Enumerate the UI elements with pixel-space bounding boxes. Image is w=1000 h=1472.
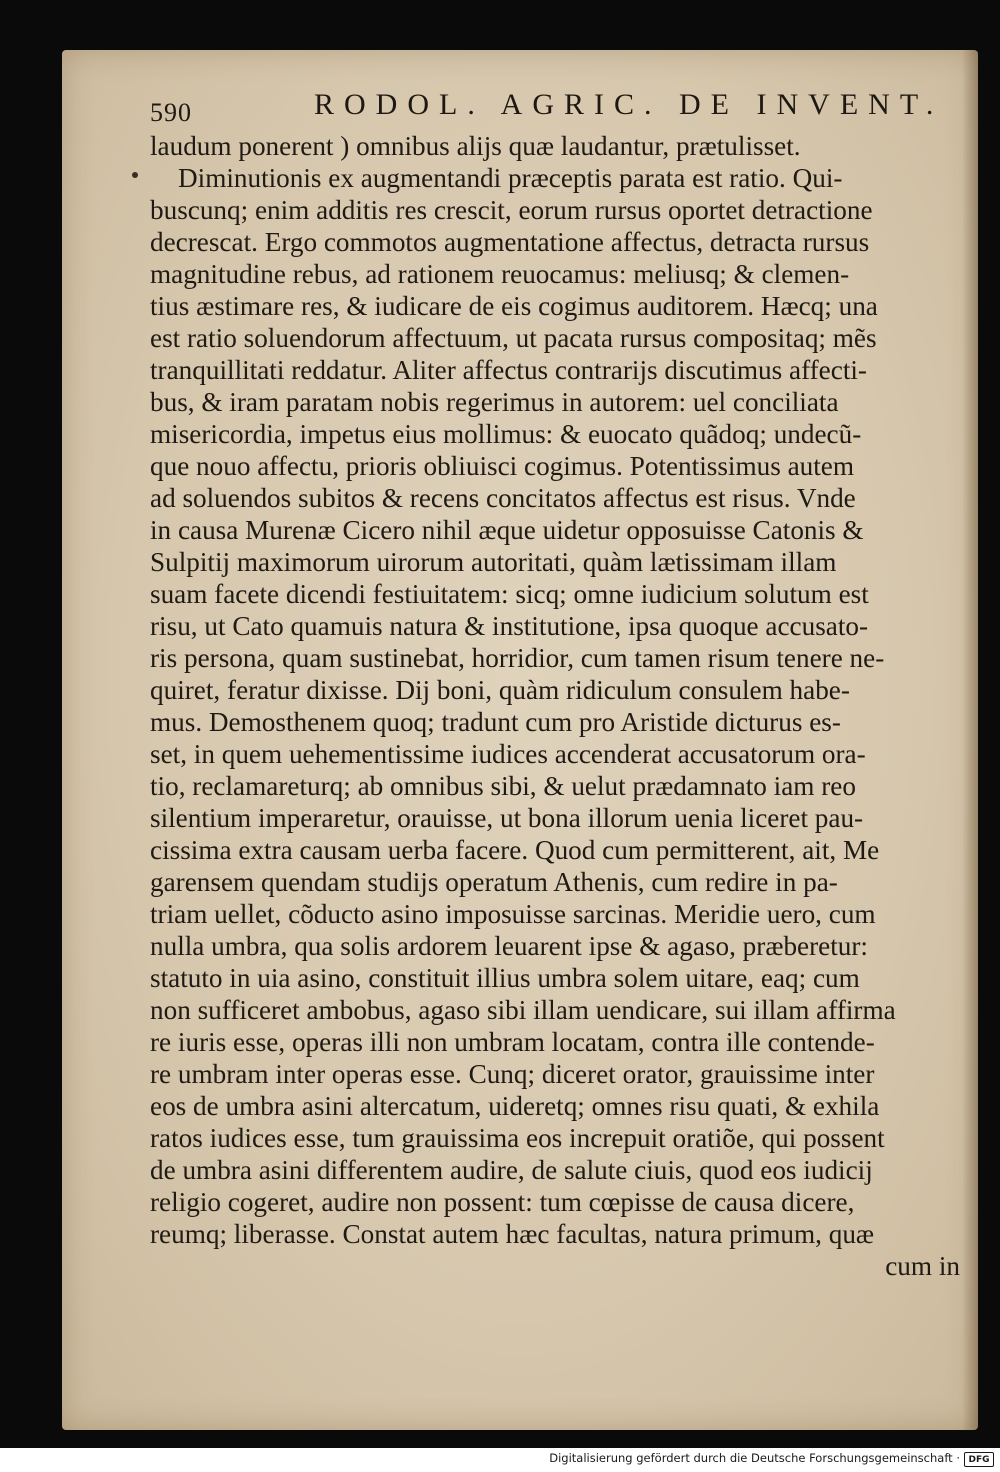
text-line: non sufficeret ambobus, agaso sibi illam uendicare, sui illam affirma [150,995,896,1025]
text-line: risu, ut Cato quamuis natura & institutione, ipsa quoque accusato- [150,611,869,641]
text-line: ad soluendos subitos & recens concitatos affectus est risus. Vnde [150,483,856,513]
text-line: Diminutionis ex augmentandi præceptis parata est ratio. Qui- [178,163,843,193]
page-number: 590 [150,98,192,127]
footer-bar [0,1448,1000,1472]
text-line: de umbra asini differentem audire, de salute ciuis, quod eos iudicij [150,1155,873,1185]
text-line: laudum ponerent ) omnibus alijs quæ laudantur, prætulisset. [150,131,801,161]
text-line: re umbram inter operas esse. Cunq; diceret orator, grauissime inter [150,1059,875,1089]
dfg-logo-icon: DFG [964,1452,994,1467]
text-line: magnitudine rebus, ad rationem reuocamus: meliusq; & clemen- [150,259,850,289]
text-line: reumq; liberasse. Constat autem hæc facultas, natura primum, quæ [150,1219,875,1249]
page-gutter [962,50,978,1430]
text-line: ris persona, quam sustinebat, horridior, cum tamen risum tenere ne- [150,643,885,673]
text-line: est ratio soluendorum affectuum, ut pacata rursus compositaq; mẽs [150,323,877,353]
paragraph-marker-icon [132,172,138,178]
page-header [150,88,944,128]
text-line: religio cogeret, audire non possent: tum cœpisse de causa dicere, [150,1187,855,1217]
text-line: re iuris esse, operas illi non umbram locatam, contra ille contende- [150,1027,875,1057]
text-line: misericordia, impetus eius mollimus: & euocato quãdoq; undecũ- [150,419,862,449]
text-line: quiret, feratur dixisse. Dij boni, quàm ridiculum consulem habe- [150,675,850,705]
text-line: suam facete dicendi festiuitatem: sicq; omne iudicium solutum est [150,579,869,609]
text-line: decrescat. Ergo commotos augmentatione affectus, detracta rursus [150,227,870,257]
text-line: bus, & iram paratam nobis regerimus in autorem: uel conciliata [150,387,839,417]
text-line: tius æstimare res, & iudicare de eis cogimus auditorem. Hæcq; una [150,291,878,321]
text-line: tio, reclamareturq; ab omnibus sibi, & uelut prædamnato iam reo [150,771,856,801]
text-line: tranquillitati reddatur. Aliter affectus contrarijs discutimus affecti- [150,355,867,385]
text-line: statuto in uia asino, constituit illius umbra solem uitare, eaq; cum [150,963,860,993]
text-line: nulla umbra, qua solis ardorem leuarent ipse & agaso, præberetur: [150,931,868,961]
text-line: mus. Demosthenem quoq; tradunt cum pro Aristide dicturus es- [150,707,841,737]
text-line: in causa Murenæ Cicero nihil æque uidetur opposuisse Catonis & [150,515,864,545]
text-line: buscunq; enim additis res crescit, eorum rursus oportet detractione [150,195,873,225]
funding-credit: Digitalisierung gefördert durch die Deutsche Forschungsgemeinschaft · [549,1451,960,1465]
running-title: RODOL. AGRIC. DE INVENT. [314,88,944,121]
text-line: ratos iudices esse, tum grauissima eos increpuit oratiõe, qui possent [150,1123,885,1153]
text-line: Sulpitij maximorum uirorum autoritati, quàm lætissimam illam [150,547,837,577]
text-line: triam uellet, cõducto asino imposuisse sarcinas. Meridie uero, cum [150,899,876,929]
text-line: que nouo affectu, prioris obliuisci cogimus. Potentissimus autem [150,451,855,481]
catchword: cum in [885,1251,960,1281]
text-line: cissima extra causam uerba facere. Quod cum permitterent, ait, Me [150,835,880,865]
text-line: garensem quendam studijs operatum Athenis, cum redire in pa- [150,867,838,897]
text-line: eos de umbra asini altercatum, uideretq; omnes risu quati, & exhila [150,1091,880,1121]
text-line: silentium imperaretur, orauisse, ut bona illorum uenia liceret pau- [150,803,864,833]
text-line: set, in quem uehementissime iudices accenderat accusatorum ora- [150,739,866,769]
